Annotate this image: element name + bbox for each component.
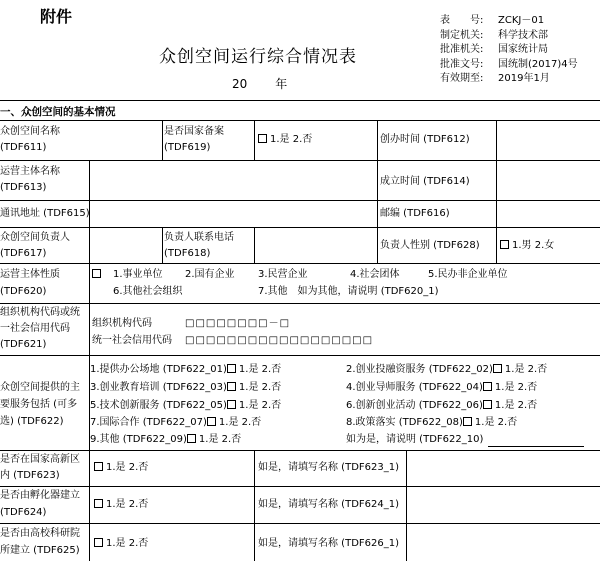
checkbox-icon[interactable] <box>92 269 101 278</box>
cell-border <box>89 264 90 303</box>
divider <box>0 200 600 201</box>
service-item-label: 2.创业投融资服务 (TDF622_02) <box>346 364 493 375</box>
service-item-label: 6.创新创业活动 (TDF622_06) <box>346 400 483 411</box>
service-item[interactable] <box>346 415 517 431</box>
service-item[interactable] <box>90 398 281 414</box>
meta-value: 国统制(2017)4号 <box>498 58 578 70</box>
cell-border <box>377 161 378 200</box>
operator-nature-code: (TDF620) <box>0 286 47 297</box>
service-item-options: 1.是 2.否 <box>238 382 282 393</box>
meta-value: ZCKJ－01 <box>498 15 545 26</box>
service-item-options: 1.是 2.否 <box>474 417 518 428</box>
meta-key: 批准文号: <box>440 58 484 70</box>
national-record-label: 是否国家备案 <box>164 126 224 137</box>
hightech-zone-note: 如是，请填写名称 (TDF623_1) <box>258 462 399 473</box>
divider <box>0 523 600 524</box>
service-item[interactable] <box>346 362 547 378</box>
service-item-options: 1.是 2.否 <box>198 434 242 445</box>
org-code-row-label: 组织机构代码或统 <box>0 307 80 318</box>
nature-option: 2.国有企业 <box>185 269 235 280</box>
cell-border <box>254 228 255 263</box>
divider <box>0 100 600 101</box>
nature-option: 4.社会团体 <box>350 269 400 280</box>
service-other-note: 如为是，请说明 (TDF622_10) <box>346 434 484 445</box>
cell-border <box>496 228 497 263</box>
setup-time-label: 成立时间 (TDF614) <box>380 176 470 187</box>
checkbox-icon[interactable] <box>493 364 502 373</box>
year-prefix: 20 <box>232 77 248 91</box>
cell-border <box>406 524 407 561</box>
service-item-label: 5.技术创新服务 (TDF622_05) <box>90 400 227 411</box>
org-code-row-code: (TDF621) <box>0 339 47 350</box>
service-item-options: 1.是 2.否 <box>238 400 282 411</box>
service-item-label: 1.提供办公场地 (TDF622_01) <box>90 364 227 375</box>
incubator-note: 如是，请填写名称 (TDF624_1) <box>258 499 399 510</box>
services-row-label: 众创空间提供的主 <box>0 382 80 393</box>
service-item[interactable] <box>346 380 537 396</box>
org-code-label: 组织机构代码 <box>92 318 152 329</box>
checkbox-icon[interactable] <box>463 417 472 426</box>
attachment-label: 附件 <box>40 7 73 26</box>
service-item-label: 3.创业教育培训 (TDF622_03) <box>90 382 227 393</box>
nature-option: 1.事业单位 <box>113 269 163 280</box>
section-title: 一、众创空间的基本情况 <box>0 106 116 118</box>
incubator-checkbox[interactable] <box>94 497 148 513</box>
operator-name-code: (TDF613) <box>0 182 47 193</box>
divider <box>0 486 600 487</box>
divider <box>0 120 600 121</box>
checkbox-icon[interactable] <box>94 462 103 471</box>
cell-border <box>89 451 90 486</box>
operator-nature-label: 运营主体性质 <box>0 269 60 280</box>
cell-border <box>89 304 90 355</box>
checkbox-icon[interactable] <box>227 382 236 391</box>
university-note: 如是，请填写名称 (TDF626_1) <box>258 538 399 549</box>
service-item[interactable] <box>346 398 537 414</box>
nature-option: 3.民营企业 <box>258 269 308 280</box>
checkbox-icon[interactable] <box>227 400 236 409</box>
cell-border <box>377 228 378 263</box>
nature-option-other: 7.其他 如为其他，请说明 (TDF620_1) <box>258 286 439 297</box>
service-other-input[interactable] <box>488 446 584 447</box>
head-phone-label: 负责人联系电话 <box>164 232 234 243</box>
service-item-label: 9.其他 (TDF622_09) <box>90 434 187 445</box>
national-record-code: (TDF619) <box>164 142 211 153</box>
org-code-row-label: 一社会信用代码 <box>0 323 70 334</box>
postcode-label: 邮编 (TDF616) <box>380 208 450 219</box>
head-gender-options: 1.男 2.女 <box>512 240 555 251</box>
checkbox-icon[interactable] <box>94 538 103 547</box>
operator-nature-checkbox[interactable] <box>92 267 104 283</box>
credit-code-label: 统一社会信用代码 <box>92 335 172 346</box>
center-name-code: (TDF611) <box>0 142 47 153</box>
cell-border <box>496 201 497 227</box>
services-row-label: 要服务包括 (可多 <box>0 399 78 410</box>
incubator-label: (TDF624) <box>0 507 47 518</box>
divider <box>0 263 600 264</box>
service-item[interactable] <box>90 362 281 378</box>
cell-border <box>254 121 255 160</box>
checkbox-icon[interactable] <box>500 240 509 249</box>
divider <box>0 227 600 228</box>
service-item-label: 7.国际合作 (TDF622_07) <box>90 417 207 428</box>
cell-border <box>89 487 90 523</box>
divider <box>0 450 600 451</box>
meta-value: 国家统计局 <box>498 44 548 55</box>
national-record-checkbox[interactable] <box>258 132 312 148</box>
cell-border <box>254 487 255 523</box>
checkbox-icon[interactable] <box>483 400 492 409</box>
divider <box>0 160 600 161</box>
cell-border <box>406 451 407 486</box>
center-name-label: 众创空间名称 <box>0 126 60 137</box>
form-meta-block <box>440 14 578 87</box>
head-phone-code: (TDF618) <box>164 248 211 259</box>
cell-border <box>89 524 90 561</box>
incubator-label: 是否由孵化器建立 <box>0 490 80 501</box>
hightech-zone-options: 1.是 2.否 <box>106 462 149 473</box>
head-gender-label: 负责人性别 (TDF628) <box>380 240 480 251</box>
credit-code-input[interactable]: □□□□□□□□□□□□□□□□□□ <box>185 335 374 346</box>
meta-key: 制定机关: <box>440 29 484 41</box>
hightech-zone-label: 内 (TDF623) <box>0 470 60 481</box>
checkbox-icon[interactable] <box>258 134 267 143</box>
cell-border <box>496 161 497 200</box>
checkbox-icon[interactable] <box>483 382 492 391</box>
university-checkbox[interactable] <box>94 536 148 552</box>
meta-key: 批准机关: <box>440 44 484 55</box>
university-label: 所建立 (TDF625) <box>0 545 80 556</box>
service-item-label: 8.政策落实 (TDF622_08) <box>346 417 463 428</box>
cell-border <box>162 121 163 160</box>
checkbox-icon[interactable] <box>227 364 236 373</box>
org-code-input[interactable]: □□□□□□□□－□ <box>185 318 291 329</box>
service-item-options: 1.是 2.否 <box>494 400 538 411</box>
form-title: 众创空间运行综合情况表 <box>159 47 357 67</box>
cell-border <box>406 487 407 523</box>
checkbox-icon[interactable] <box>187 434 196 443</box>
university-label: 是否由高校科研院 <box>0 528 80 539</box>
meta-key: 表 号: <box>440 15 484 26</box>
nature-option: 6.其他社会组织 <box>113 286 183 297</box>
meta-value: 科学技术部 <box>498 29 548 41</box>
service-item-options: 1.是 2.否 <box>494 382 538 393</box>
address-label: 通讯地址 (TDF615) <box>0 208 90 219</box>
cell-border <box>89 228 90 263</box>
incubator-options: 1.是 2.否 <box>106 499 149 510</box>
service-item-options: 1.是 2.否 <box>504 364 548 375</box>
cell-border <box>254 451 255 486</box>
hightech-zone-label: 是否在国家高新区 <box>0 454 80 465</box>
cell-border <box>162 228 163 263</box>
meta-key: 有效期至: <box>440 73 484 84</box>
cell-border <box>377 121 378 160</box>
meta-value: 2019年1月 <box>498 73 550 84</box>
cell-border <box>377 201 378 227</box>
cell-border <box>496 121 497 160</box>
founding-time-label: 创办时间 (TDF612) <box>380 134 470 145</box>
divider <box>0 303 600 304</box>
year-suffix: 年 <box>275 77 288 91</box>
checkbox-icon[interactable] <box>207 417 216 426</box>
head-gender-checkbox[interactable] <box>500 238 554 254</box>
cell-border <box>89 161 90 200</box>
center-head-code: (TDF617) <box>0 248 47 259</box>
hightech-zone-checkbox[interactable] <box>94 460 148 476</box>
form-year <box>232 75 287 92</box>
divider <box>0 355 600 356</box>
nature-option: 5.民办非企业单位 <box>428 269 508 280</box>
service-item-options: 1.是 2.否 <box>238 364 282 375</box>
operator-name-label: 运营主体名称 <box>0 166 60 177</box>
center-head-label: 众创空间负责人 <box>0 232 70 243</box>
university-options: 1.是 2.否 <box>106 538 149 549</box>
service-item[interactable] <box>90 432 241 448</box>
national-record-options: 1.是 2.否 <box>270 134 313 145</box>
service-item-options: 1.是 2.否 <box>218 417 262 428</box>
service-item[interactable] <box>90 415 261 431</box>
service-item-label: 4.创业导师服务 (TDF622_04) <box>346 382 483 393</box>
checkbox-icon[interactable] <box>94 499 103 508</box>
service-item[interactable] <box>90 380 281 396</box>
services-row-code: 选) (TDF622) <box>0 416 64 427</box>
cell-border <box>89 201 90 227</box>
cell-border <box>254 524 255 561</box>
